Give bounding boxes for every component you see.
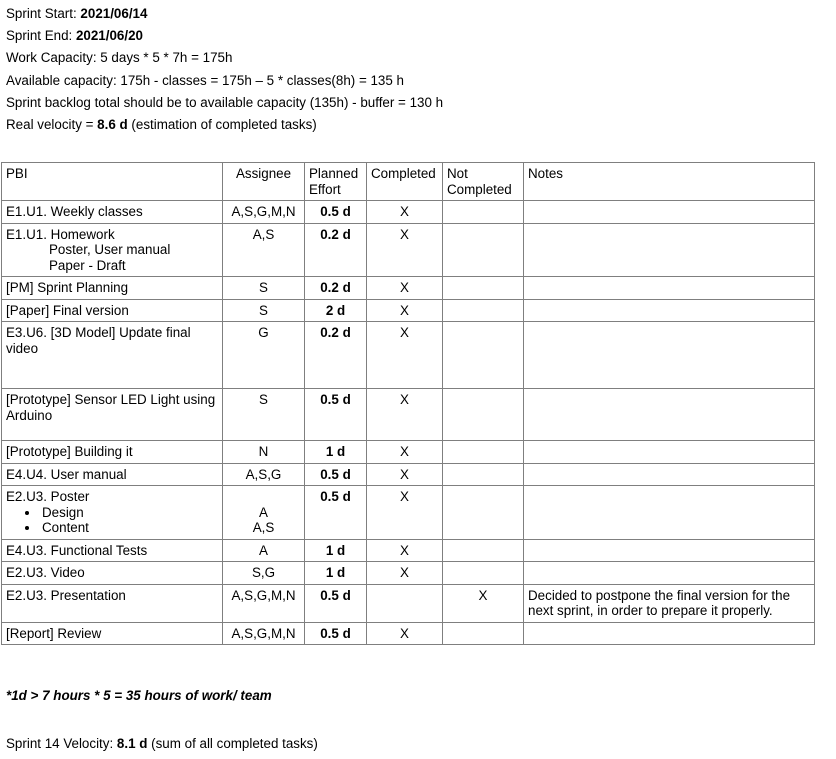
assignee-cell: A,S,G,M,N	[223, 584, 305, 622]
table-row	[2, 562, 815, 585]
pbi-cell: E2.U3. Presentation	[2, 584, 223, 622]
completed-cell: X	[367, 463, 443, 486]
completed-cell: X	[367, 223, 443, 277]
notes-cell	[524, 223, 815, 277]
not-completed-cell	[443, 539, 524, 562]
not-completed-cell	[443, 463, 524, 486]
pbi-cell: [Prototype] Sensor LED Light using Arduino	[2, 389, 223, 441]
assignee-cell: A A,S	[223, 486, 305, 540]
list-item: • Design	[40, 505, 218, 521]
pbi-cell: E1.U1. Homework Poster, User manual Paper - Draft	[2, 223, 223, 277]
notes-cell	[524, 201, 815, 224]
not-completed-cell: X	[443, 584, 524, 622]
pbi-cell: E4.U4. User manual	[2, 463, 223, 486]
notes-cell	[524, 562, 815, 585]
notes-cell	[524, 441, 815, 464]
sprint-end: Sprint End: 2021/06/20	[6, 28, 143, 44]
table-row	[2, 441, 815, 464]
assignee-cell: S	[223, 299, 305, 322]
col-header-planned-effort: Planned Effort	[305, 163, 367, 201]
not-completed-cell	[443, 441, 524, 464]
effort-cell: 1 d	[305, 562, 367, 585]
completed-cell: X	[367, 322, 443, 389]
effort-cell: 0.5 d	[305, 622, 367, 645]
bullet-list	[6, 505, 218, 536]
pbi-cell: E2.U3. Video	[2, 562, 223, 585]
table-row	[2, 463, 815, 486]
table-row	[2, 322, 815, 389]
pbi-cell: E3.U6. [3D Model] Update final video	[2, 322, 223, 389]
pbi-cell: [Report] Review	[2, 622, 223, 645]
completed-cell: X	[367, 389, 443, 441]
notes-cell	[524, 486, 815, 540]
effort-cell: 0.5 d	[305, 584, 367, 622]
available-capacity: Available capacity: 175h - classes = 175h – 5 * classes(8h) = 135 h	[6, 72, 404, 88]
table-row	[2, 201, 815, 224]
pbi-cell: E1.U1. Weekly classes	[2, 201, 223, 224]
not-completed-cell	[443, 299, 524, 322]
assignee-cell: S	[223, 389, 305, 441]
not-completed-cell	[443, 223, 524, 277]
notes-cell: Decided to postpone the final version for the next sprint, in order to prepare it properly.	[524, 584, 815, 622]
col-header-notes: Notes	[524, 163, 815, 201]
real-velocity: Real velocity = 8.6 d (estimation of completed tasks)	[6, 116, 317, 132]
completed-cell: X	[367, 562, 443, 585]
not-completed-cell	[443, 201, 524, 224]
pbi-cell: [Prototype] Building it	[2, 441, 223, 464]
table-row	[2, 584, 815, 622]
notes-cell	[524, 539, 815, 562]
col-header-not-completed: Not Completed	[443, 163, 524, 201]
col-header-completed: Completed	[367, 163, 443, 201]
effort-cell: 1 d	[305, 539, 367, 562]
table-row	[2, 486, 815, 540]
assignee-cell: G	[223, 322, 305, 389]
completed-cell: X	[367, 441, 443, 464]
col-header-pbi: PBI	[2, 163, 223, 201]
not-completed-cell	[443, 322, 524, 389]
pbi-cell: [PM] Sprint Planning	[2, 277, 223, 300]
notes-cell	[524, 463, 815, 486]
effort-cell: 0.5 d	[305, 389, 367, 441]
footnote: *1d > 7 hours * 5 = 35 hours of work/ team	[6, 688, 272, 703]
sprint-summary	[6, 3, 443, 136]
backlog-total: Sprint backlog total should be to available capacity (135h) - buffer = 130 h	[6, 94, 444, 110]
table-header-row	[2, 163, 815, 201]
table-row	[2, 299, 815, 322]
effort-cell: 0.5 d	[305, 463, 367, 486]
effort-cell: 2 d	[305, 299, 367, 322]
table-row	[2, 389, 815, 441]
completed-cell: X	[367, 299, 443, 322]
table-row	[2, 277, 815, 300]
table-row	[2, 539, 815, 562]
assignee-cell: A,S,G,M,N	[223, 622, 305, 645]
not-completed-cell	[443, 622, 524, 645]
not-completed-cell	[443, 389, 524, 441]
effort-cell: 0.5 d	[305, 486, 367, 540]
completed-cell: X	[367, 277, 443, 300]
pbi-cell: E2.U3. Poster • Design • Content	[2, 486, 223, 540]
assignee-cell: A,S	[223, 223, 305, 277]
notes-cell	[524, 299, 815, 322]
completed-cell: X	[367, 201, 443, 224]
list-item: • Content	[40, 520, 218, 536]
pbi-cell: E4.U3. Functional Tests	[2, 539, 223, 562]
pbi-cell: [Paper] Final version	[2, 299, 223, 322]
notes-cell	[524, 389, 815, 441]
assignee-cell: S	[223, 277, 305, 300]
sprint-start: Sprint Start: 2021/06/14	[6, 6, 148, 21]
sprint-velocity: Sprint 14 Velocity: 8.1 d (sum of all completed tasks)	[6, 736, 318, 751]
notes-cell	[524, 277, 815, 300]
completed-cell	[367, 584, 443, 622]
effort-cell: 0.2 d	[305, 277, 367, 300]
completed-cell: X	[367, 539, 443, 562]
assignee-cell: A,S,G	[223, 463, 305, 486]
completed-cell: X	[367, 622, 443, 645]
table-row	[2, 622, 815, 645]
effort-cell: 0.5 d	[305, 201, 367, 224]
col-header-assignee: Assignee	[223, 163, 305, 201]
not-completed-cell	[443, 486, 524, 540]
table-row	[2, 223, 815, 277]
notes-cell	[524, 622, 815, 645]
notes-cell	[524, 322, 815, 389]
assignee-cell: N	[223, 441, 305, 464]
completed-cell: X	[367, 486, 443, 540]
effort-cell: 0.2 d	[305, 322, 367, 389]
effort-cell: 1 d	[305, 441, 367, 464]
effort-cell: 0.2 d	[305, 223, 367, 277]
sprint-backlog-table	[1, 162, 815, 645]
assignee-cell: A	[223, 539, 305, 562]
assignee-cell: A,S,G,M,N	[223, 201, 305, 224]
work-capacity: Work Capacity: 5 days * 5 * 7h = 175h	[6, 50, 233, 66]
not-completed-cell	[443, 277, 524, 300]
not-completed-cell	[443, 562, 524, 585]
assignee-cell: S,G	[223, 562, 305, 585]
